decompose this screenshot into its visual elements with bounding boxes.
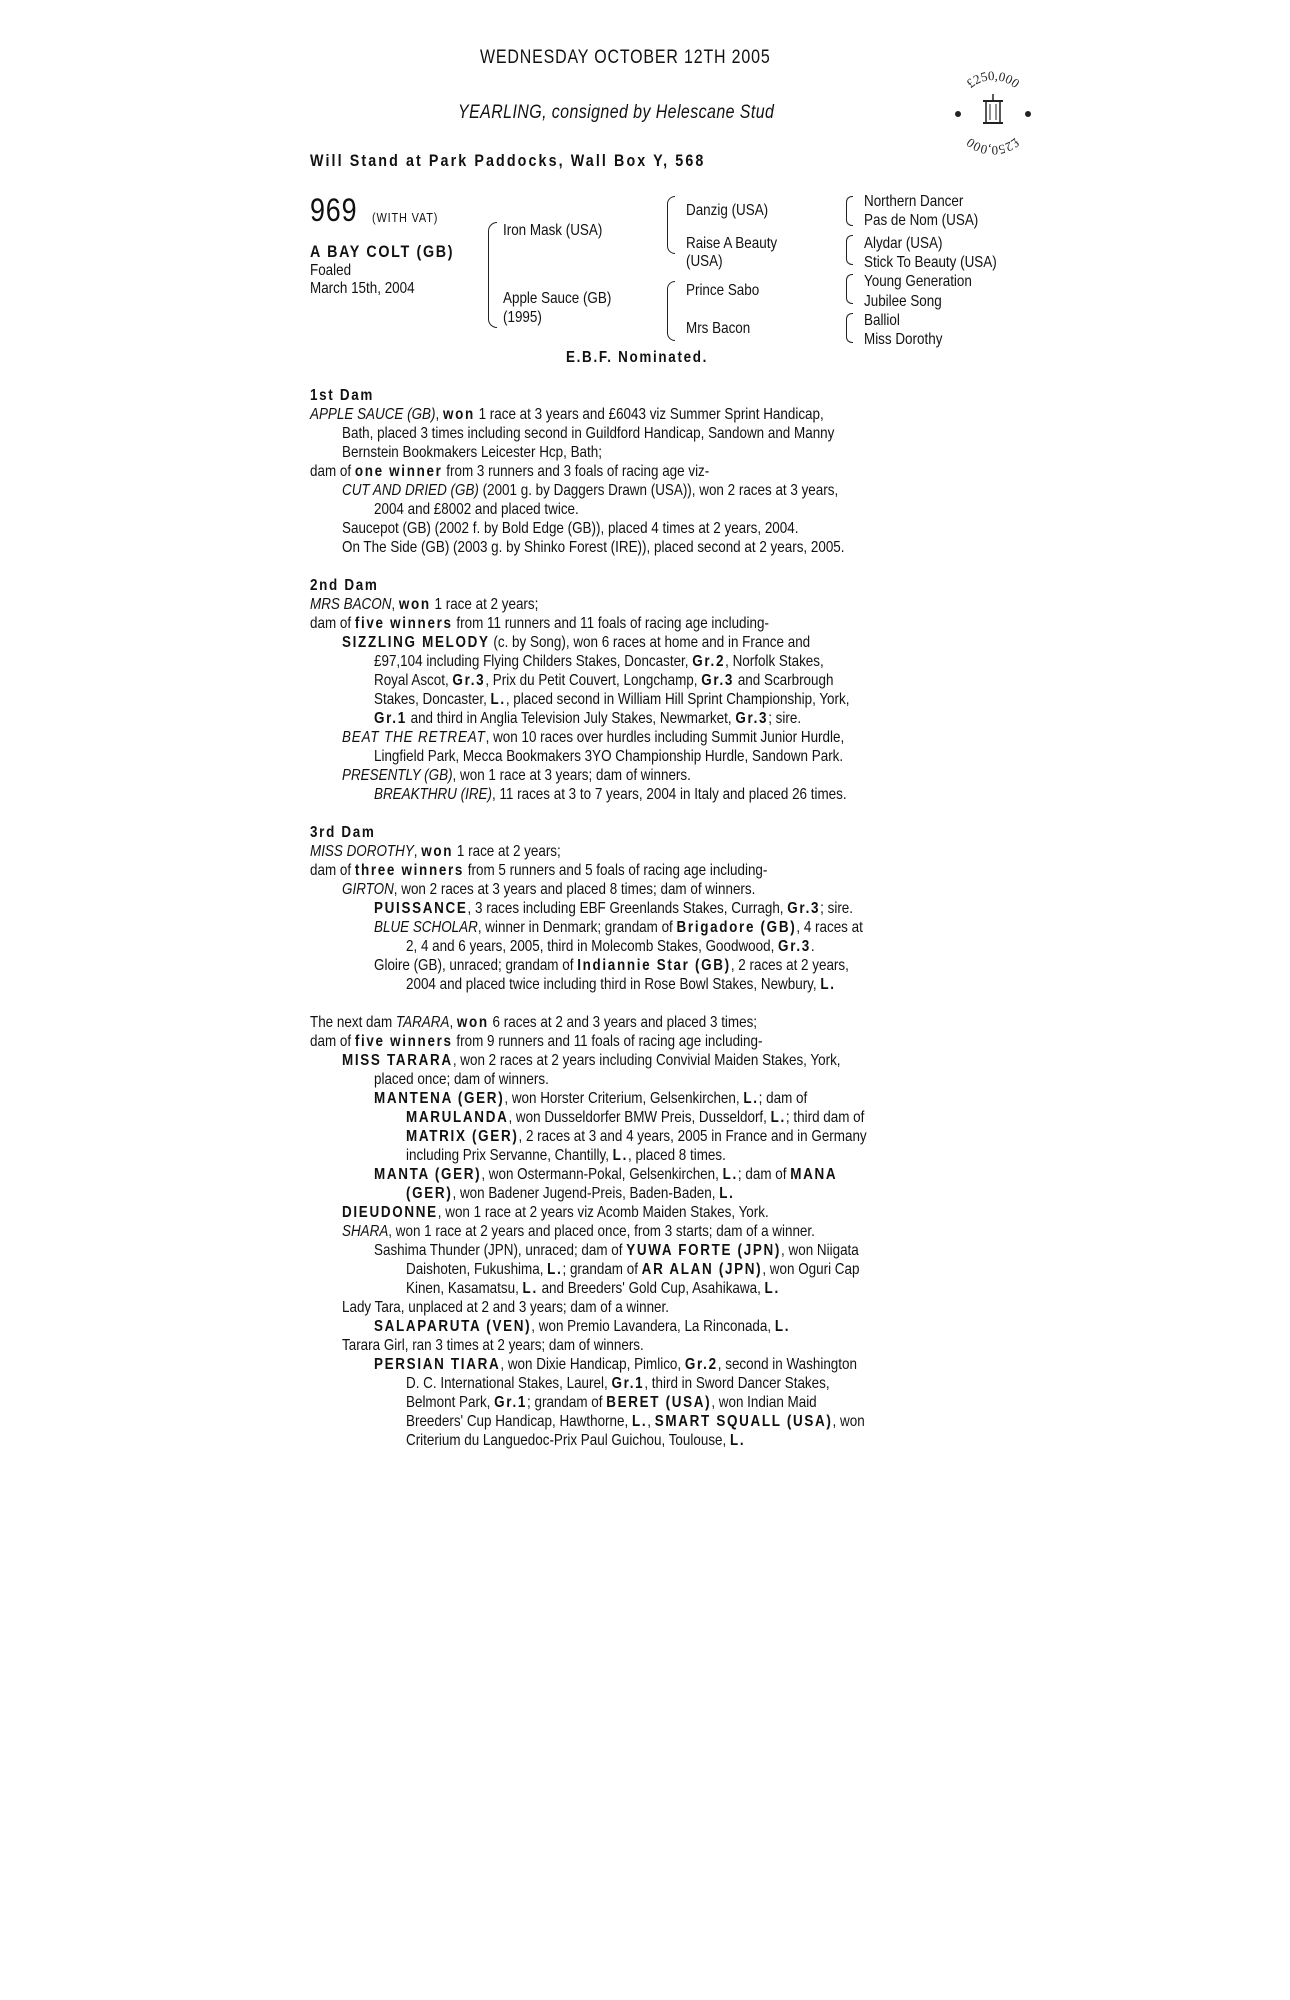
pedigree-g8: Miss Dorothy [864, 331, 943, 348]
n-line-a: The next dam TARARA, won 6 races at 2 and 3 years and placed 3 times; [310, 1014, 758, 1031]
consignment-line: YEARLING, consigned by Helescane Stud [458, 102, 775, 123]
sale-date: WEDNESDAY OCTOBER 12TH 2005 [480, 47, 771, 68]
pedigree-g4: Stick To Beauty (USA) [864, 254, 997, 271]
n-line-f: MARULANDA, won Dusseldorfer BMW Preis, Dusseldorf, L.; third dam of [406, 1109, 865, 1126]
d3-line-b: dam of three winners from 5 runners and 5 foals of racing age including- [310, 862, 768, 879]
pedigree-dam-dam: Mrs Bacon [686, 320, 751, 337]
pedigree-sire-sire: Danzig (USA) [686, 202, 769, 219]
d1-line-h: On The Side (GB) (2003 g. by Shinko Forest (IRE)), placed second at 2 years, 2005. [342, 539, 845, 556]
n-line-g: MATRIX (GER), 2 races at 3 and 4 years, 2005 in France and in Germany [406, 1128, 867, 1145]
d3-line-g: Gloire (GB), unraced; grandam of Indiannie Star (GB), 2 races at 2 years, [374, 957, 849, 974]
d2-line-j: PRESENTLY (GB), won 1 race at 3 years; dam of winners. [342, 767, 691, 784]
stand-location: Will Stand at Park Paddocks, Wall Box Y, 568 [310, 151, 706, 170]
d1-line-c: Bernstein Bookmakers Leicester Hcp, Bath; [342, 444, 602, 461]
d1-line-b: Bath, placed 3 times including second in Guildford Handicap, Sandown and Manny [342, 425, 835, 442]
n-line-l: SHARA, won 1 race at 2 years and placed once, from 3 starts; dam of a winner. [342, 1223, 815, 1240]
d3-line-h: 2004 and placed twice including third in Rose Bowl Stakes, Newbury, L. [406, 976, 836, 993]
pedigree-dam-year: (1995) [503, 309, 542, 326]
n-line-b: dam of five winners from 9 runners and 11 foals of racing age including- [310, 1033, 763, 1050]
d2-line-c: SIZZLING MELODY (c. by Song), won 6 races at home and in France and [342, 634, 811, 651]
pedigree-g7: Balliol [864, 312, 900, 329]
pedigree-brace-dam [667, 281, 675, 341]
n-line-w: Criterium du Languedoc-Prix Paul Guichou, Toulouse, L. [406, 1432, 746, 1449]
n-line-n: Daishoten, Fukushima, L.; grandam of AR ALAN (JPN), won Oguri Cap [406, 1261, 860, 1278]
n-line-d: placed once; dam of winners. [374, 1071, 549, 1088]
n-line-p: Lady Tara, unplaced at 2 and 3 years; dam of a winner. [342, 1299, 670, 1316]
svg-text:£250,000: £250,000 [963, 135, 1023, 156]
svg-text:£250,000: £250,000 [963, 70, 1023, 91]
section-1st-dam: 1st Dam [310, 387, 375, 404]
lot-vat: (WITH VAT) [372, 210, 439, 225]
d2-line-b: dam of five winners from 11 runners and 11 foals of racing age including- [310, 615, 769, 632]
n-line-t: D. C. International Stakes, Laurel, Gr.1, third in Sword Dancer Stakes, [406, 1375, 830, 1392]
pedigree-brace-g4 [846, 313, 853, 343]
d3-line-d: PUISSANCE, 3 races including EBF Greenlands Stakes, Curragh, Gr.3; sire. [374, 900, 854, 917]
d3-line-e: BLUE SCHOLAR, winner in Denmark; grandam of Brigadore (GB), 4 races at [374, 919, 863, 936]
foaled-date: March 15th, 2004 [310, 280, 415, 297]
pedigree-sire-dam-country: (USA) [686, 253, 723, 270]
d3-line-f: 2, 4 and 6 years, 2005, third in Molecomb Stakes, Goodwood, Gr.3. [406, 938, 815, 955]
d2-line-g: Gr.1 and third in Anglia Television July Stakes, Newmarket, Gr.3; sire. [374, 710, 802, 727]
pedigree-brace-sire [667, 196, 675, 254]
ebf-nomination: E.B.F. Nominated. [566, 349, 709, 366]
n-line-m: Sashima Thunder (JPN), unraced; dam of YUWA FORTE (JPN), won Niigata [374, 1242, 859, 1259]
pedigree-brace-main [488, 222, 497, 328]
n-line-s: PERSIAN TIARA, won Dixie Handicap, Pimlico, Gr.2, second in Washington [374, 1356, 857, 1373]
d2-line-h: BEAT THE RETREAT, won 10 races over hurdles including Summit Junior Hurdle, [342, 729, 845, 746]
lot-description: A BAY COLT (GB) [310, 242, 455, 261]
pedigree-g5: Young Generation [864, 273, 972, 290]
pedigree-brace-g2 [846, 235, 853, 265]
n-line-c: MISS TARARA, won 2 races at 2 years including Convivial Maiden Stakes, York, [342, 1052, 841, 1069]
n-line-j: (GER), won Badener Jugend-Preis, Baden-Baden, L. [406, 1185, 735, 1202]
n-line-e: MANTENA (GER), won Horster Criterium, Gelsenkirchen, L.; dam of [374, 1090, 808, 1107]
n-line-o: Kinen, Kasamatsu, L. and Breeders' Gold Cup, Asahikawa, L. [406, 1280, 780, 1297]
d1-line-f: 2004 and £8002 and placed twice. [374, 501, 579, 518]
d3-line-a: MISS DOROTHY, won 1 race at 2 years; [310, 843, 561, 860]
d1-line-d: dam of one winner from 3 runners and 3 foals of racing age viz- [310, 463, 710, 480]
price-seal [950, 70, 1036, 156]
lot-number: 969 [310, 192, 358, 228]
d2-line-f: Stakes, Doncaster, L., placed second in William Hill Sprint Championship, York, [374, 691, 850, 708]
pedigree-dam: Apple Sauce (GB) [503, 290, 612, 307]
pedigree-g6: Jubilee Song [864, 293, 942, 310]
n-line-v: Breeders' Cup Handicap, Hawthorne, L., SMART SQUALL (USA), won [406, 1413, 865, 1430]
seal-icon [950, 70, 1036, 156]
d1-line-e: CUT AND DRIED (GB) (2001 g. by Daggers Drawn (USA)), won 2 races at 3 years, [342, 482, 839, 499]
pedigree-g3: Alydar (USA) [864, 235, 943, 252]
pedigree-sire-dam: Raise A Beauty [686, 235, 778, 252]
d2-line-e: Royal Ascot, Gr.3, Prix du Petit Couvert, Longchamp, Gr.3 and Scarbrough [374, 672, 834, 689]
section-3rd-dam: 3rd Dam [310, 824, 376, 841]
n-line-r: Tarara Girl, ran 3 times at 2 years; dam of winners. [342, 1337, 644, 1354]
d1-line-g: Saucepot (GB) (2002 f. by Bold Edge (GB)), placed 4 times at 2 years, 2004. [342, 520, 799, 537]
d2-line-d: £97,104 including Flying Childers Stakes, Doncaster, Gr.2, Norfolk Stakes, [374, 653, 824, 670]
pedigree-sire: Iron Mask (USA) [503, 222, 603, 239]
pedigree-brace-g1 [846, 196, 853, 226]
d2-line-a: MRS BACON, won 1 race at 2 years; [310, 596, 539, 613]
d2-line-i: Lingfield Park, Mecca Bookmakers 3YO Championship Hurdle, Sandown Park. [374, 748, 844, 765]
n-line-i: MANTA (GER), won Ostermann-Pokal, Gelsenkirchen, L.; dam of MANA [374, 1166, 838, 1183]
d3-line-c: GIRTON, won 2 races at 3 years and placed 8 times; dam of winners. [342, 881, 756, 898]
pedigree-dam-sire: Prince Sabo [686, 282, 760, 299]
pedigree-g1: Northern Dancer [864, 193, 964, 210]
d2-line-k: BREAKTHRU (IRE), 11 races at 3 to 7 years, 2004 in Italy and placed 26 times. [374, 786, 847, 803]
n-line-h: including Prix Servanne, Chantilly, L., placed 8 times. [406, 1147, 726, 1164]
pedigree-brace-g3 [846, 274, 853, 304]
n-line-q: SALAPARUTA (VEN), won Premio Lavandera, La Rinconada, L. [374, 1318, 791, 1335]
section-2nd-dam: 2nd Dam [310, 577, 379, 594]
d1-line-a: APPLE SAUCE (GB), won 1 race at 3 years and £6043 viz Summer Sprint Handicap, [310, 406, 824, 423]
n-line-u: Belmont Park, Gr.1; grandam of BERET (USA), won Indian Maid [406, 1394, 817, 1411]
n-line-k: DIEUDONNE, won 1 race at 2 years viz Acomb Maiden Stakes, York. [342, 1204, 769, 1221]
foaled-label: Foaled [310, 262, 352, 279]
pedigree-g2: Pas de Nom (USA) [864, 212, 979, 229]
